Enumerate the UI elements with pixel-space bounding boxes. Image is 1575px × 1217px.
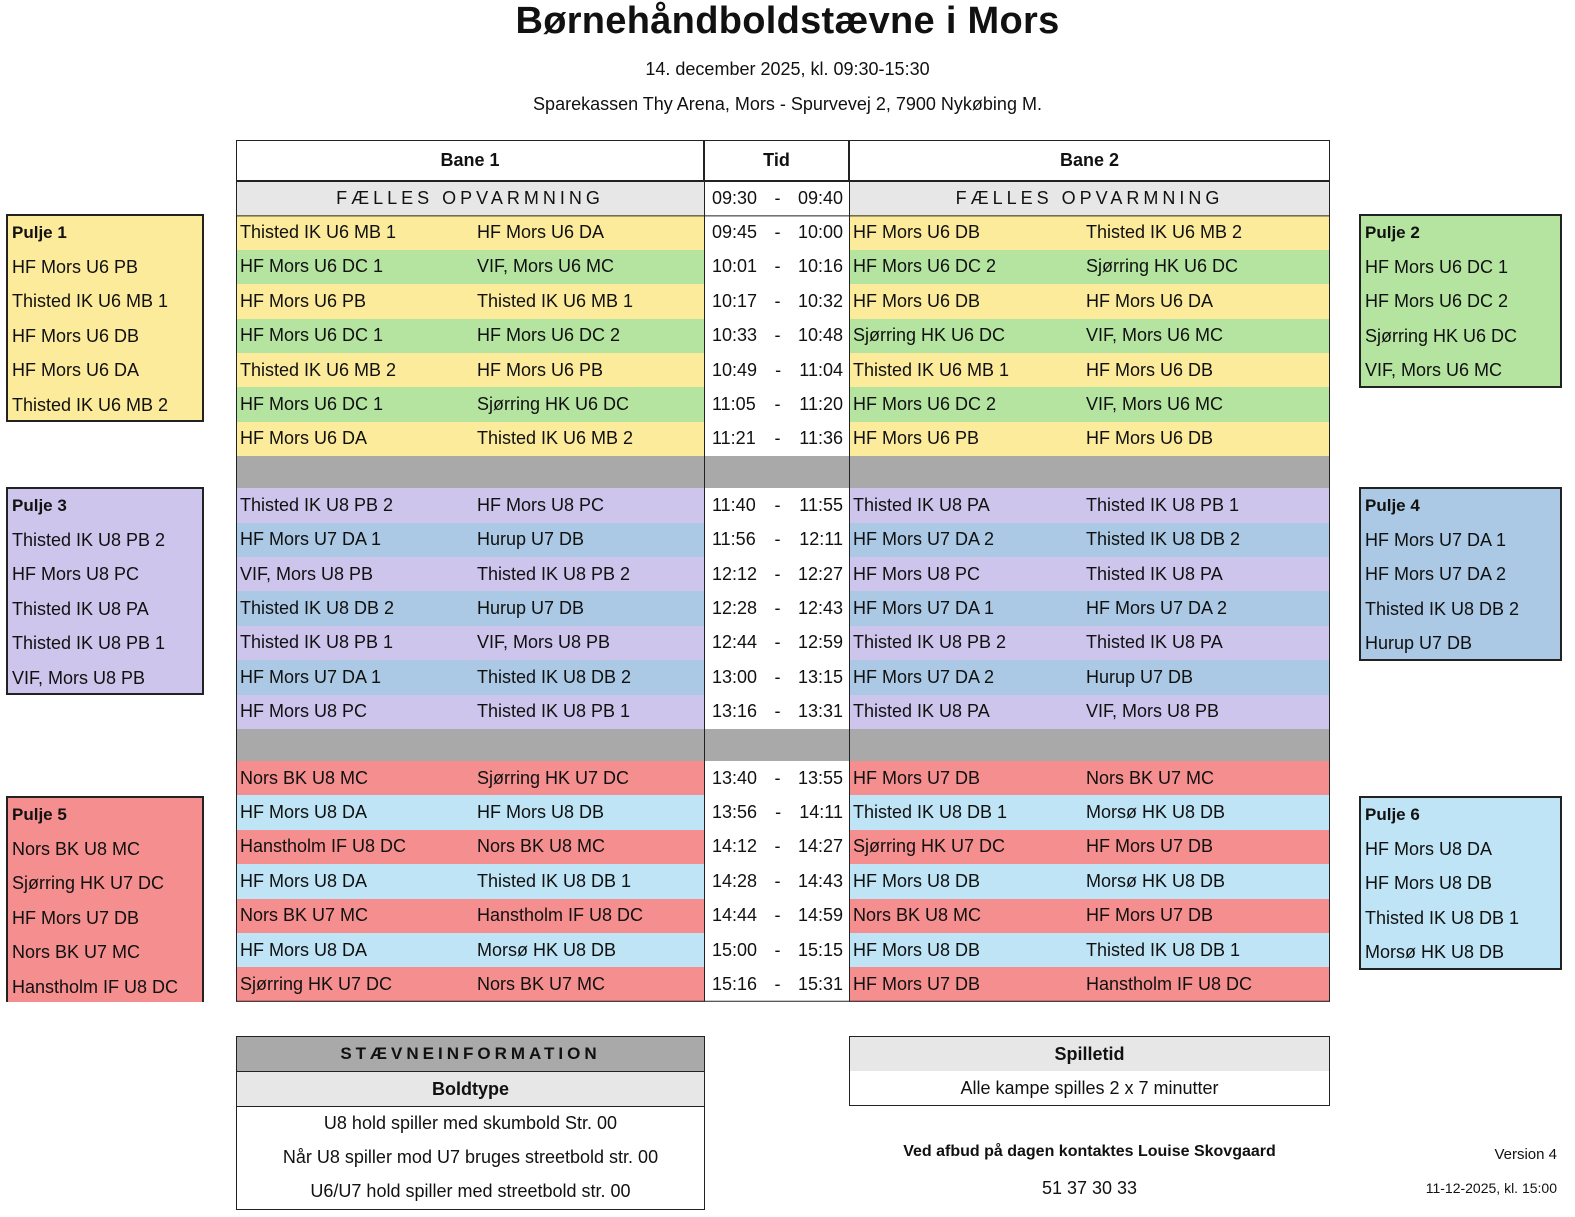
match-time <box>704 660 849 694</box>
match-team-home: HF Mors U7 DB <box>849 967 1082 1001</box>
time-dash: - <box>774 222 781 243</box>
match-team-home: Sjørring HK U7 DC <box>849 830 1082 864</box>
ball-type-line: Når U8 spiller mod U7 bruges streetbold str. 00 <box>282 1146 659 1167</box>
match-team-away: VIF, Mors U6 MC <box>1082 319 1330 353</box>
time-end: 15:31 <box>797 974 843 995</box>
match-team-home: Thisted IK U8 PB 2 <box>236 488 473 522</box>
match-team-away: VIF, Mors U8 PB <box>1082 695 1330 729</box>
time-start: 09:45 <box>712 222 758 243</box>
pool-team: VIF, Mors U6 MC <box>1365 360 1503 381</box>
time-start: 13:00 <box>712 666 758 687</box>
time-dash: - <box>774 325 781 346</box>
pool-team: HF Mors U8 PC <box>12 564 140 585</box>
match-team-away: HF Mors U6 DB <box>1082 422 1330 456</box>
match-team-home: Thisted IK U8 PA <box>849 695 1082 729</box>
time-end: 12:59 <box>797 632 843 653</box>
match-team-home: HF Mors U7 DA 1 <box>236 523 473 557</box>
time-end: 13:15 <box>797 666 843 687</box>
match-time <box>704 899 849 933</box>
match-time <box>704 933 849 967</box>
time-dash: - <box>774 836 781 857</box>
match-team-away: Thisted IK U8 PB 2 <box>473 557 704 591</box>
time-dash: - <box>774 428 781 449</box>
match-time <box>704 353 849 387</box>
pool-title: Pulje 1 <box>12 223 67 243</box>
time-end: 15:15 <box>797 939 843 960</box>
column-header-bane2: Bane 2 <box>849 140 1330 181</box>
match-team-home: Thisted IK U8 PA <box>849 488 1082 522</box>
ball-type-heading: Boldtype <box>237 1072 704 1107</box>
pool-box <box>6 487 204 695</box>
time-start: 13:16 <box>712 701 758 722</box>
pool-team: Sjørring HK U7 DC <box>12 873 165 894</box>
column-header-tid: Tid <box>704 140 849 181</box>
match-team-home: HF Mors U7 DA 2 <box>849 523 1082 557</box>
match-team-away: Thisted IK U8 DB 2 <box>1082 523 1330 557</box>
time-end: 10:48 <box>797 325 843 346</box>
time-end: 11:55 <box>799 494 843 515</box>
pool-title: Pulje 5 <box>12 805 67 825</box>
match-team-home: Nors BK U7 MC <box>236 899 473 933</box>
match-team-away: VIF, Mors U8 PB <box>473 626 704 660</box>
match-time <box>704 215 849 249</box>
match-team-away: Thisted IK U8 PB 1 <box>473 695 704 729</box>
match-team-away: Thisted IK U8 PA <box>1082 557 1330 591</box>
match-team-away: HF Mors U6 DA <box>1082 284 1330 318</box>
match-team-home: HF Mors U7 DB <box>849 761 1082 795</box>
match-time <box>704 319 849 353</box>
match-team-home: Thisted IK U8 PB 1 <box>236 626 473 660</box>
match-time <box>704 626 849 660</box>
match-team-home: Hanstholm IF U8 DC <box>236 830 473 864</box>
playtime-text: Alle kampe spilles 2 x 7 minutter <box>960 1077 1219 1098</box>
pool-team: VIF, Mors U8 PB <box>12 667 146 688</box>
time-start: 14:12 <box>712 836 758 857</box>
match-team-away: HF Mors U6 PB <box>473 353 704 387</box>
tournament-info-box <box>236 1036 705 1210</box>
match-team-home: Thisted IK U8 PB 2 <box>849 626 1082 660</box>
match-team-away: HF Mors U7 DB <box>1082 899 1330 933</box>
time-start: 10:33 <box>712 325 758 346</box>
match-team-home: HF Mors U6 DC 1 <box>236 250 473 284</box>
time-dash: - <box>774 666 781 687</box>
time-start: 11:21 <box>712 428 756 449</box>
time-end: 10:16 <box>797 256 843 277</box>
match-team-away: Hanstholm IF U8 DC <box>1082 967 1330 1001</box>
match-team-home: HF Mors U6 DC 1 <box>236 319 473 353</box>
time-dash: - <box>774 870 781 891</box>
match-time <box>704 250 849 284</box>
time-end: 09:40 <box>797 187 843 208</box>
version-label: Version 4 <box>1494 1146 1557 1163</box>
match-team-home: HF Mors U8 PC <box>236 695 473 729</box>
match-time <box>704 557 849 591</box>
warmup-row-bane1: FÆLLES OPVARMNING <box>236 181 704 215</box>
match-team-home: Sjørring HK U7 DC <box>236 967 473 1001</box>
pool-team: HF Mors U7 DA 1 <box>1365 530 1507 551</box>
match-team-home: Nors BK U8 MC <box>236 761 473 795</box>
match-time <box>704 830 849 864</box>
pool-title: Pulje 2 <box>1365 223 1420 243</box>
time-start: 11:05 <box>712 394 756 415</box>
ball-type-line: U8 hold spiller med skumbold Str. 00 <box>323 1112 618 1133</box>
time-dash: - <box>774 394 781 415</box>
time-start: 11:40 <box>712 494 756 515</box>
pool-team: HF Mors U6 PB <box>12 257 139 278</box>
match-team-away: Thisted IK U8 DB 1 <box>473 864 704 898</box>
time-start: 15:00 <box>712 939 758 960</box>
match-team-home: HF Mors U6 DC 1 <box>236 387 473 421</box>
match-team-away: VIF, Mors U6 MC <box>473 250 704 284</box>
match-team-home: HF Mors U7 DA 1 <box>236 660 473 694</box>
match-team-away: Nors BK U8 MC <box>473 830 704 864</box>
time-dash: - <box>774 494 781 515</box>
match-team-home: HF Mors U6 PB <box>236 284 473 318</box>
time-start: 15:16 <box>712 974 758 995</box>
time-dash: - <box>775 802 782 823</box>
time-dash: - <box>774 529 781 550</box>
match-team-home: VIF, Mors U8 PB <box>236 557 473 591</box>
break-separator <box>849 456 1330 488</box>
match-team-away: Sjørring HK U7 DC <box>473 761 704 795</box>
pool-box <box>6 796 204 1002</box>
time-start: 09:30 <box>712 187 758 208</box>
match-team-away: Morsø HK U8 DB <box>473 933 704 967</box>
time-dash: - <box>774 632 781 653</box>
match-team-home: HF Mors U7 DA 1 <box>849 591 1082 625</box>
warmup-time <box>704 181 849 215</box>
time-dash: - <box>774 701 781 722</box>
pool-team: Morsø HK U8 DB <box>1365 942 1505 963</box>
time-start: 10:17 <box>712 290 758 311</box>
match-team-home: HF Mors U6 DA <box>236 422 473 456</box>
match-time <box>704 967 849 1001</box>
time-end: 11:36 <box>799 428 843 449</box>
match-team-away: HF Mors U6 DB <box>1082 353 1330 387</box>
pool-team: Thisted IK U8 PB 1 <box>12 633 166 654</box>
time-start: 10:01 <box>712 256 758 277</box>
match-schedule-table <box>236 140 1330 1004</box>
time-start: 13:56 <box>712 802 758 823</box>
time-end: 14:43 <box>797 870 843 891</box>
break-separator <box>704 456 849 488</box>
match-time <box>704 488 849 522</box>
match-team-away: Hanstholm IF U8 DC <box>473 899 704 933</box>
pool-team: Nors BK U7 MC <box>12 942 141 963</box>
match-team-away: Thisted IK U8 PA <box>1082 626 1330 660</box>
time-end: 11:04 <box>799 359 843 380</box>
time-end: 13:31 <box>797 701 843 722</box>
match-team-home: HF Mors U8 PC <box>849 557 1082 591</box>
match-team-home: HF Mors U8 DA <box>236 933 473 967</box>
time-end: 10:00 <box>797 222 843 243</box>
match-team-away: Morsø HK U8 DB <box>1082 795 1330 829</box>
match-team-home: Sjørring HK U6 DC <box>849 319 1082 353</box>
match-time <box>704 864 849 898</box>
pool-team: HF Mors U8 DB <box>1365 873 1493 894</box>
match-team-home: HF Mors U8 DA <box>236 864 473 898</box>
time-end: 12:11 <box>799 529 843 550</box>
time-start: 14:44 <box>712 905 758 926</box>
match-team-home: HF Mors U6 DB <box>849 215 1082 249</box>
pool-title: Pulje 3 <box>12 496 67 516</box>
pool-team: HF Mors U6 DB <box>12 325 140 346</box>
ball-type-line: U6/U7 hold spiller med streetbold str. 00 <box>310 1180 631 1201</box>
pool-team: Hurup U7 DB <box>1365 633 1473 654</box>
match-team-home: Thisted IK U6 MB 1 <box>236 215 473 249</box>
time-end: 14:59 <box>797 905 843 926</box>
match-team-away: Nors BK U7 MC <box>1082 761 1330 795</box>
time-end: 12:43 <box>797 598 843 619</box>
pool-box <box>1359 214 1562 388</box>
match-team-away: HF Mors U8 PC <box>473 488 704 522</box>
warmup-row-bane2: FÆLLES OPVARMNING <box>849 181 1330 215</box>
time-dash: - <box>774 563 781 584</box>
event-venue: Sparekassen Thy Arena, Mors - Spurvevej 2, 7900 Nykøbing M. <box>533 94 1042 114</box>
match-team-home: HF Mors U6 PB <box>849 422 1082 456</box>
time-dash: - <box>774 974 781 995</box>
match-team-away: Thisted IK U6 MB 1 <box>473 284 704 318</box>
match-team-home: Thisted IK U6 MB 2 <box>236 353 473 387</box>
match-time <box>704 523 849 557</box>
break-separator <box>236 729 704 761</box>
pool-team: Thisted IK U6 MB 2 <box>12 394 169 415</box>
match-team-away: Thisted IK U8 DB 1 <box>1082 933 1330 967</box>
time-start: 10:49 <box>712 359 758 380</box>
pool-team: Thisted IK U8 DB 1 <box>1365 907 1520 928</box>
match-team-away: Sjørring HK U6 DC <box>473 387 704 421</box>
match-time <box>704 591 849 625</box>
match-team-away: Thisted IK U6 MB 2 <box>473 422 704 456</box>
break-separator <box>704 729 1330 761</box>
match-team-home: Thisted IK U8 DB 1 <box>849 795 1082 829</box>
time-end: 12:27 <box>797 563 843 584</box>
event-date: 14. december 2025, kl. 09:30-15:30 <box>645 59 930 79</box>
time-start: 14:28 <box>712 870 758 891</box>
time-dash: - <box>774 767 781 788</box>
match-team-away: HF Mors U8 DB <box>473 795 704 829</box>
column-header-bane1: Bane 1 <box>236 140 704 181</box>
match-team-home: HF Mors U7 DA 2 <box>849 660 1082 694</box>
pool-team: HF Mors U8 DA <box>1365 839 1493 860</box>
match-team-home: HF Mors U6 DC 2 <box>849 387 1082 421</box>
pool-team: Thisted IK U8 DB 2 <box>1365 598 1520 619</box>
tournament-info-heading: STÆVNEINFORMATION <box>237 1037 704 1072</box>
time-dash: - <box>774 598 781 619</box>
match-team-home: HF Mors U6 DB <box>849 284 1082 318</box>
match-team-home: HF Mors U8 DA <box>236 795 473 829</box>
pool-team: Hanstholm IF U8 DC <box>12 976 179 997</box>
pool-team: Sjørring HK U6 DC <box>1365 325 1518 346</box>
match-time <box>704 284 849 318</box>
match-team-away: HF Mors U7 DA 2 <box>1082 591 1330 625</box>
pool-box <box>6 214 204 422</box>
time-dash: - <box>775 359 782 380</box>
pool-team: HF Mors U7 DA 2 <box>1365 564 1507 585</box>
match-team-home: HF Mors U8 DB <box>849 933 1082 967</box>
pool-team: Nors BK U8 MC <box>12 839 141 860</box>
playtime-heading: Spilletid <box>850 1037 1329 1071</box>
match-time <box>704 761 849 795</box>
match-team-home: Thisted IK U8 DB 2 <box>236 591 473 625</box>
match-team-away: Hurup U7 DB <box>473 591 704 625</box>
match-team-away: Thisted IK U8 DB 2 <box>473 660 704 694</box>
timestamp-label: 11-12-2025, kl. 15:00 <box>1425 1180 1557 1196</box>
match-team-away: Nors BK U7 MC <box>473 967 704 1001</box>
match-team-home: Nors BK U8 MC <box>849 899 1082 933</box>
match-time <box>704 795 849 829</box>
pool-team: Thisted IK U8 PB 2 <box>12 530 166 551</box>
match-team-away: Sjørring HK U6 DC <box>1082 250 1330 284</box>
time-dash: - <box>774 187 781 208</box>
contact-phone: 51 37 30 33 <box>1041 1178 1138 1198</box>
match-team-away: Hurup U7 DB <box>473 523 704 557</box>
time-dash: - <box>774 290 781 311</box>
page-title: Børnehåndboldstævne i Mors <box>515 0 1060 42</box>
pool-title: Pulje 4 <box>1365 496 1420 516</box>
pool-box <box>1359 796 1562 970</box>
match-team-away: HF Mors U7 DB <box>1082 830 1330 864</box>
time-end: 10:32 <box>797 290 843 311</box>
match-team-away: Thisted IK U6 MB 2 <box>1082 215 1330 249</box>
time-start: 11:56 <box>712 529 756 550</box>
match-team-away: HF Mors U6 DC 2 <box>473 319 704 353</box>
match-time <box>704 422 849 456</box>
time-dash: - <box>774 905 781 926</box>
time-dash: - <box>774 256 781 277</box>
pool-team: Thisted IK U6 MB 1 <box>12 291 169 312</box>
pool-box <box>1359 487 1562 661</box>
match-team-away: Morsø HK U8 DB <box>1082 864 1330 898</box>
time-start: 12:44 <box>712 632 758 653</box>
match-team-away: VIF, Mors U6 MC <box>1082 387 1330 421</box>
match-team-home: Thisted IK U6 MB 1 <box>849 353 1082 387</box>
match-time <box>704 695 849 729</box>
time-end: 14:11 <box>799 802 843 823</box>
match-team-home: HF Mors U8 DB <box>849 864 1082 898</box>
break-separator <box>236 456 704 488</box>
match-team-away: HF Mors U6 DA <box>473 215 704 249</box>
pool-title: Pulje 6 <box>1365 805 1420 825</box>
time-end: 11:20 <box>799 394 843 415</box>
match-time <box>704 387 849 421</box>
time-dash: - <box>774 939 781 960</box>
pool-team: HF Mors U6 DA <box>12 360 140 381</box>
time-start: 13:40 <box>712 767 758 788</box>
time-start: 12:28 <box>712 598 758 619</box>
pool-team: HF Mors U6 DC 2 <box>1365 291 1509 312</box>
time-end: 13:55 <box>797 767 843 788</box>
match-team-home: HF Mors U6 DC 2 <box>849 250 1082 284</box>
match-team-away: Hurup U7 DB <box>1082 660 1330 694</box>
match-team-away: Thisted IK U8 PB 1 <box>1082 488 1330 522</box>
contact-text: Ved afbud på dagen kontaktes Louise Skovgaard <box>903 1143 1276 1160</box>
time-end: 14:27 <box>797 836 843 857</box>
playtime-box <box>849 1036 1330 1106</box>
time-start: 12:12 <box>712 563 758 584</box>
pool-team: Thisted IK U8 PA <box>12 598 149 619</box>
pool-team: HF Mors U7 DB <box>12 907 140 928</box>
pool-team: HF Mors U6 DC 1 <box>1365 257 1509 278</box>
